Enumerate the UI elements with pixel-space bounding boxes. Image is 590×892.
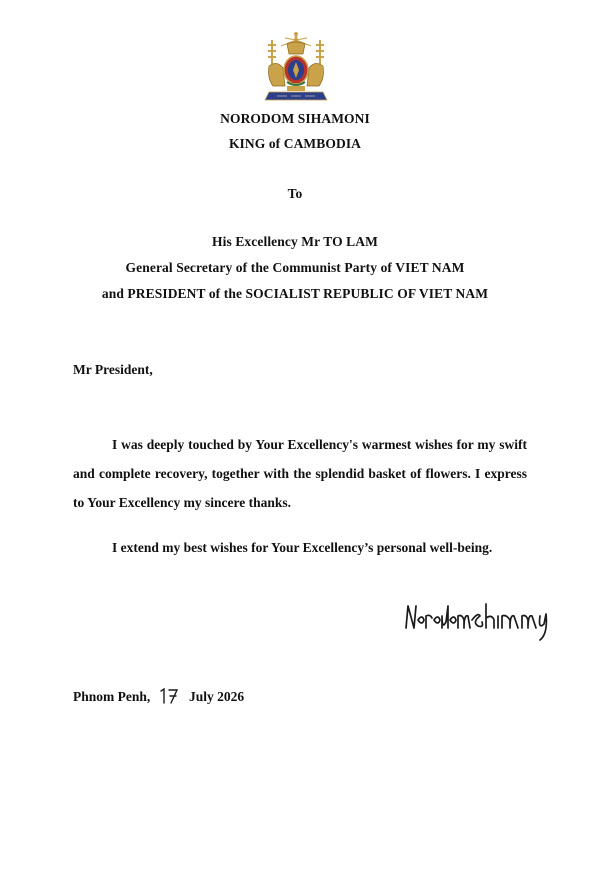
to-label: To [287, 186, 303, 201]
body-paragraph-2 [73, 533, 527, 562]
recipient-title-2: and PRESIDENT of the SOCIALIST REPUBLIC OF VIET NAM [101, 286, 489, 301]
royal-coat-of-arms-icon [261, 30, 331, 106]
body-paragraph-2-text: I extend my best wishes for Your Excellency’s personal well-being. [112, 540, 493, 555]
sender-name: NORODOM SIHAMONI [220, 111, 370, 126]
place-text: Phnom Penh, [73, 689, 151, 704]
month-year-text: July 2026 [189, 689, 245, 704]
body-paragraph-1 [73, 430, 527, 517]
sender-title: KING of CAMBODIA [228, 136, 362, 151]
salutation: Mr President, [73, 362, 153, 377]
recipient-name: His Excellency Mr TO LAM [212, 234, 378, 249]
date-line [73, 687, 244, 705]
body-paragraph-1-text: I was deeply touched by Your Excellency's warmest wishes for my swift and complete recovery, together with the splendid basket of flowers. I express to Your Excellency my sincere thanks. [73, 437, 527, 510]
handwritten-signature [402, 600, 552, 642]
handwritten-day [158, 687, 180, 705]
recipient-title-1: General Secretary of the Communist Party of VIET NAM [125, 260, 465, 275]
